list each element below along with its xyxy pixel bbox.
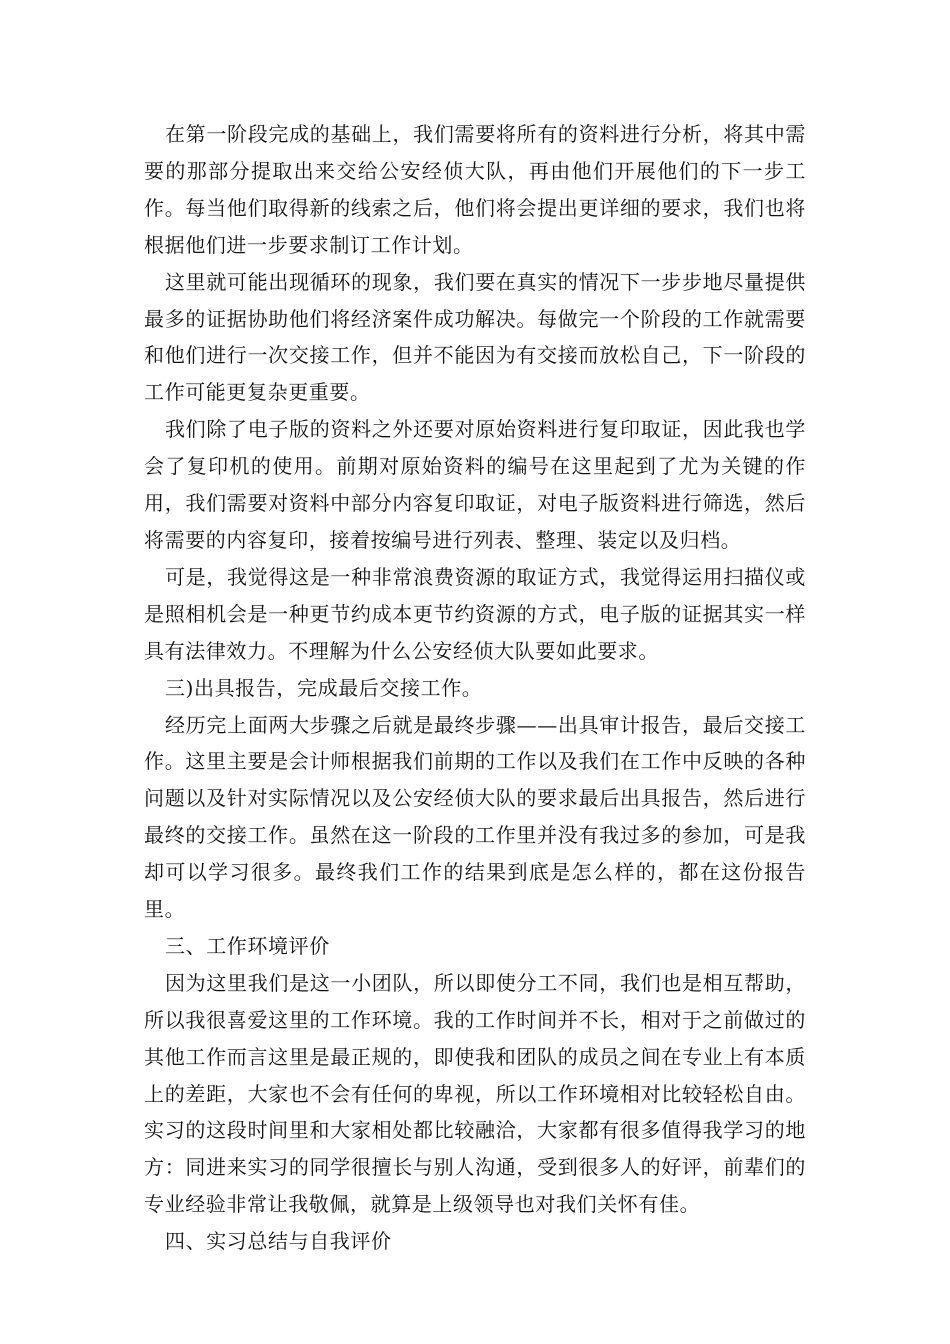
paragraph-photocopy-evidence: 我们除了电子版的资料之外还要对原始资料进行复印取证，因此我也学会了复印机的使用。前期对原始资料的编号在这里起到了尤为关键的作用，我们需要对资料中部分内容复印取证，对电子版资料进行筛选，然后将需要的内容复印，接着按编号进行列表、整理、装定以及归档。 xyxy=(144,417,806,552)
paragraph-resource-waste: 可是，我觉得这是一种非常浪费资源的取证方式，我觉得运用扫描仪或是照相机会是一种更节约成本更节约资源的方式，电子版的证据其实一样具有法律效力。不理解为什么公安经侦大队要如此要求。 xyxy=(144,564,806,663)
paragraph-team-environment: 因为这里我们是这一小团队，所以即使分工不同，我们也是相互帮助，所以我很喜爱这里的工作环境。我的工作时间并不长，相对于之前做过的其他工作而言这里是最正规的，即使我和团队的成员之间在专业上有本质上的差距，大家也不会有任何的卑视，所以工作环境相对比较轻松自由。实习的这段时间里和大家相处都比较融洽，大家都有很多值得我学习的地方：同进来实习的同学很擅长与别人沟通，受到很多人的好评，前辈们的专业经验非常让我敬佩，就算是上级领导也对我们关怀有佳。 xyxy=(144,970,806,1217)
heading-internship-summary: 四、实习总结与自我评价 xyxy=(165,1229,392,1254)
paragraph-analysis-stage: 在第一阶段完成的基础上，我们需要将所有的资料进行分析，将其中需要的那部分提取出来交给公安经侦大队，再由他们开展他们的下一步工作。每当他们取得新的线索之后，他们将会提出更详细的要求，我们也将根据他们进一步要求制订工作计划。 xyxy=(144,122,806,257)
heading-work-environment: 三、工作环境评价 xyxy=(165,933,330,958)
paragraph-cycle-phenomenon: 这里就可能出现循环的现象，我们要在真实的情况下一步步地尽量提供最多的证据协助他们将经济案件成功解决。每做完一个阶段的工作就需要和他们进行一次交接工作，但并不能因为有交接而放松自己，下一阶段的工作可能更复杂更重要。 xyxy=(144,269,806,405)
subheading-issue-report: 三)出具报告，完成最后交接工作。 xyxy=(165,675,483,700)
document-body xyxy=(144,116,806,1260)
paragraph-final-step: 经历完上面两大步骤之后就是最终步骤——出具审计报告，最后交接工作。这里主要是会计师根据我们前期的工作以及我们在工作中反映的各种问题以及针对实际情况以及公安经侦大队的要求最后出具报告，然后进行最终的交接工作。虽然在这一阶段的工作里并没有我过多的参加，可是我却可以学习很多。最终我们工作的结果到底是怎么样的，都在这份报告里。 xyxy=(144,712,806,922)
